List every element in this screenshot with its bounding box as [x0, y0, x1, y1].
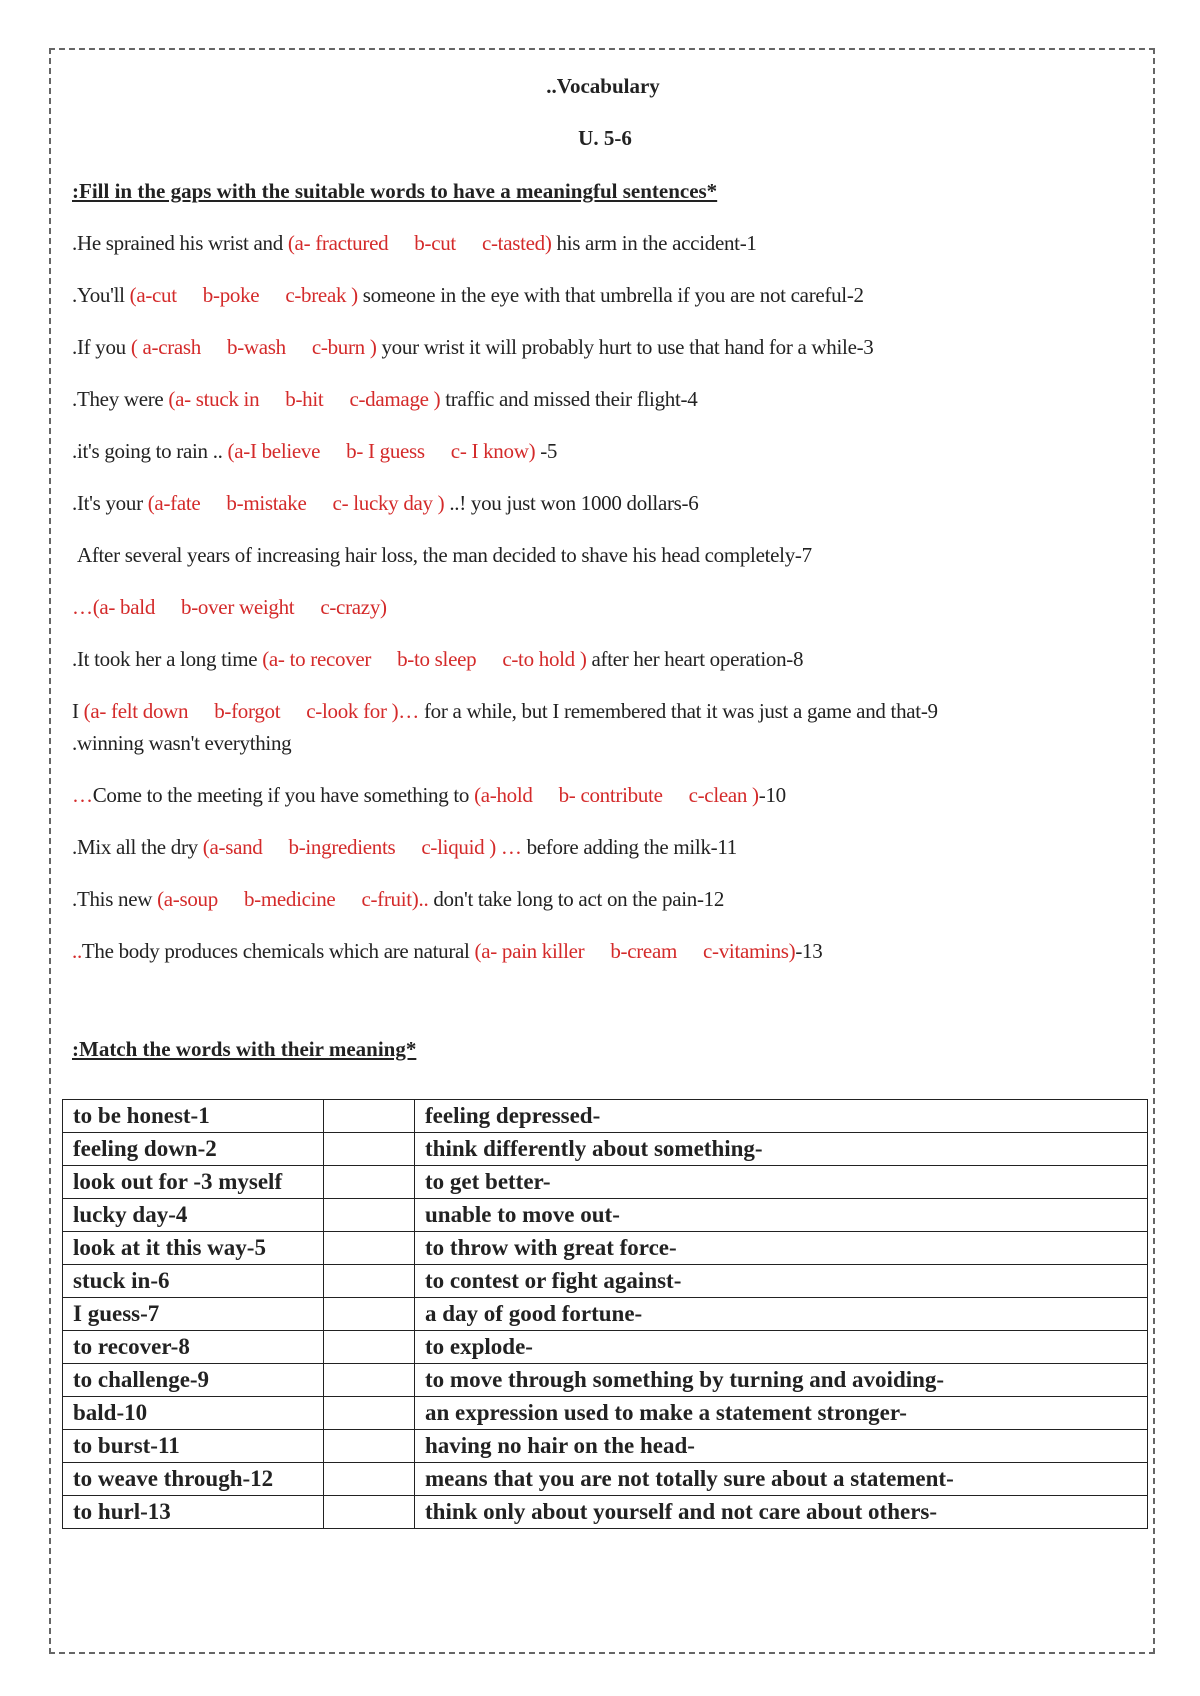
option-c: c-to hold )	[502, 647, 587, 671]
table-row	[63, 1331, 1148, 1364]
question-9-continued: .winning wasn't everything	[72, 731, 292, 755]
table-row	[63, 1397, 1148, 1430]
option-a: (a- pain killer	[474, 939, 585, 963]
gap-dots: …	[72, 783, 93, 807]
option-a: (a- stuck in	[168, 387, 260, 411]
question-2	[72, 281, 1138, 309]
option-a: (a- fractured	[287, 231, 389, 255]
option-c: c-liquid ) …	[421, 835, 522, 859]
answer-cell	[324, 1232, 415, 1265]
meaning-cell: unable to move out-	[415, 1199, 1148, 1232]
table-row	[63, 1166, 1148, 1199]
question-text: before adding the milk-11	[521, 835, 737, 859]
option-c: c-damage )	[349, 387, 441, 411]
option-b: b-hit	[285, 387, 324, 411]
option-a: (a-soup	[157, 887, 218, 911]
table-row	[63, 1496, 1148, 1529]
question-text: traffic and missed their flight-4	[440, 387, 698, 411]
option-b: b-ingredients	[288, 835, 396, 859]
option-c: c-look for )…	[306, 699, 419, 723]
question-12	[72, 885, 1138, 913]
option-a: (a- felt down	[83, 699, 189, 723]
option-a: …(a- bald	[72, 595, 156, 619]
table-row	[63, 1133, 1148, 1166]
question-text: .This new	[72, 887, 158, 911]
table-row	[63, 1232, 1148, 1265]
option-c: c- lucky day )	[332, 491, 445, 515]
option-b: b-cream	[610, 939, 677, 963]
word-cell: lucky day-4	[63, 1199, 324, 1232]
option-b: b-over weight	[181, 595, 295, 619]
question-text: .it's going to rain ..	[72, 439, 228, 463]
question-list	[72, 229, 1138, 965]
word-cell: to burst-11	[63, 1430, 324, 1463]
question-text: ..! you just won 1000 dollars-6	[444, 491, 699, 515]
word-cell: to hurl-13	[63, 1496, 324, 1529]
answer-cell	[324, 1430, 415, 1463]
option-a: (a-hold	[474, 783, 533, 807]
option-c: c-tasted)	[481, 231, 552, 255]
answer-cell	[324, 1397, 415, 1430]
question-text: .They were	[72, 387, 169, 411]
option-c: c-fruit)..	[361, 887, 429, 911]
option-b: b-mistake	[226, 491, 307, 515]
meaning-cell: a day of good fortune-	[415, 1298, 1148, 1331]
table-row	[63, 1364, 1148, 1397]
word-cell: feeling down-2	[63, 1133, 324, 1166]
question-13	[72, 937, 1138, 965]
word-cell: look at it this way-5	[63, 1232, 324, 1265]
word-cell: stuck in-6	[63, 1265, 324, 1298]
option-b: b-forgot	[214, 699, 281, 723]
unit-label: U. 5-6	[578, 126, 632, 150]
option-b: b-to sleep	[397, 647, 477, 671]
word-cell: to recover-8	[63, 1331, 324, 1364]
option-a: (a- to recover	[262, 647, 372, 671]
question-text: someone in the eye with that umbrella if you are not careful-2	[357, 283, 864, 307]
answer-cell	[324, 1166, 415, 1199]
meaning-cell: to move through something by turning and avoiding-	[415, 1364, 1148, 1397]
question-1	[72, 229, 1138, 257]
question-text: Come to the meeting if you have something to	[92, 783, 475, 807]
word-cell: to be honest-1	[63, 1100, 324, 1133]
option-b: b- contribute	[558, 783, 663, 807]
meaning-cell: means that you are not totally sure about a statement-	[415, 1463, 1148, 1496]
meaning-cell: an expression used to make a statement stronger-	[415, 1397, 1148, 1430]
question-text: .It's your	[72, 491, 148, 515]
table-row	[63, 1463, 1148, 1496]
question-text: for a while, but I remembered that it was just a game and that-9	[419, 699, 938, 723]
meaning-cell: think differently about something-	[415, 1133, 1148, 1166]
answer-cell	[324, 1100, 415, 1133]
table-row	[63, 1265, 1148, 1298]
table-row	[63, 1100, 1148, 1133]
answer-cell	[324, 1496, 415, 1529]
option-a: (a-cut	[129, 283, 177, 307]
question-text: .Mix all the dry	[72, 835, 203, 859]
question-9	[72, 697, 1138, 725]
question-11	[72, 833, 1138, 861]
question-7-options	[72, 593, 1138, 621]
word-cell: to challenge-9	[63, 1364, 324, 1397]
page-title: ..Vocabulary	[546, 74, 660, 98]
option-a: ( a-crash	[130, 335, 202, 359]
answer-cell	[324, 1133, 415, 1166]
meaning-cell: to explode-	[415, 1331, 1148, 1364]
option-a: (a-I believe	[227, 439, 321, 463]
meaning-cell: to throw with great force-	[415, 1232, 1148, 1265]
meaning-cell: having no hair on the head-	[415, 1430, 1148, 1463]
question-text: .If you	[72, 335, 131, 359]
option-b: b-poke	[202, 283, 260, 307]
question-3	[72, 333, 1138, 361]
meaning-cell: to contest or fight against-	[415, 1265, 1148, 1298]
option-c: c- I know)	[450, 439, 536, 463]
table-row	[63, 1199, 1148, 1232]
answer-cell	[324, 1265, 415, 1298]
matching-table	[62, 1099, 1148, 1529]
question-text: your wrist it will probably hurt to use that hand for a while-3	[376, 335, 874, 359]
question-text: after her heart operation-8	[586, 647, 804, 671]
question-text: don't take long to act on the pain-12	[428, 887, 725, 911]
word-cell: bald-10	[63, 1397, 324, 1430]
question-text: his arm in the accident-1	[551, 231, 757, 255]
option-b: b- I guess	[346, 439, 425, 463]
table-row	[63, 1298, 1148, 1331]
option-c: c-crazy)	[320, 595, 387, 619]
match-instruction: :Match the words with their meaning*	[72, 1037, 417, 1061]
question-7	[72, 541, 1138, 569]
question-4	[72, 385, 1138, 413]
word-cell: to weave through-12	[63, 1463, 324, 1496]
word-cell: look out for -3 myself	[63, 1166, 324, 1199]
option-b: b-wash	[227, 335, 286, 359]
answer-cell	[324, 1331, 415, 1364]
option-b: b-medicine	[243, 887, 336, 911]
option-c: c-vitamins)	[703, 939, 796, 963]
question-text: -5	[535, 439, 558, 463]
question-text: After several years of increasing hair loss, the man decided to shave his head completely-7	[76, 543, 812, 567]
question-text: The body produces chemicals which are natural	[81, 939, 475, 963]
meaning-cell: feeling depressed-	[415, 1100, 1148, 1133]
question-6	[72, 489, 1138, 517]
option-c: c-break )	[285, 283, 358, 307]
question-text: .It took her a long time	[72, 647, 263, 671]
question-text: -10	[758, 783, 786, 807]
gap-dots: ..	[72, 939, 82, 963]
option-c: c-clean )	[688, 783, 759, 807]
word-cell: I guess-7	[63, 1298, 324, 1331]
fill-gaps-instruction: :Fill in the gaps with the suitable words to have a meaningful sentences*	[72, 179, 718, 203]
question-text: I	[72, 699, 84, 723]
question-5	[72, 437, 1138, 465]
option-c: c-burn )	[311, 335, 377, 359]
answer-cell	[324, 1298, 415, 1331]
question-text: .He sprained his wrist and	[72, 231, 288, 255]
answer-cell	[324, 1463, 415, 1496]
question-10	[72, 781, 1138, 809]
question-text: .You'll	[72, 283, 130, 307]
option-a: (a-fate	[147, 491, 201, 515]
question-8	[72, 645, 1138, 673]
meaning-cell: to get better-	[415, 1166, 1148, 1199]
answer-cell	[324, 1364, 415, 1397]
worksheet	[72, 72, 1138, 1063]
table-row	[63, 1430, 1148, 1463]
option-a: (a-sand	[202, 835, 263, 859]
meaning-cell: think only about yourself and not care about others-	[415, 1496, 1148, 1529]
question-text: -13	[795, 939, 823, 963]
answer-cell	[324, 1199, 415, 1232]
option-b: b-cut	[414, 231, 456, 255]
